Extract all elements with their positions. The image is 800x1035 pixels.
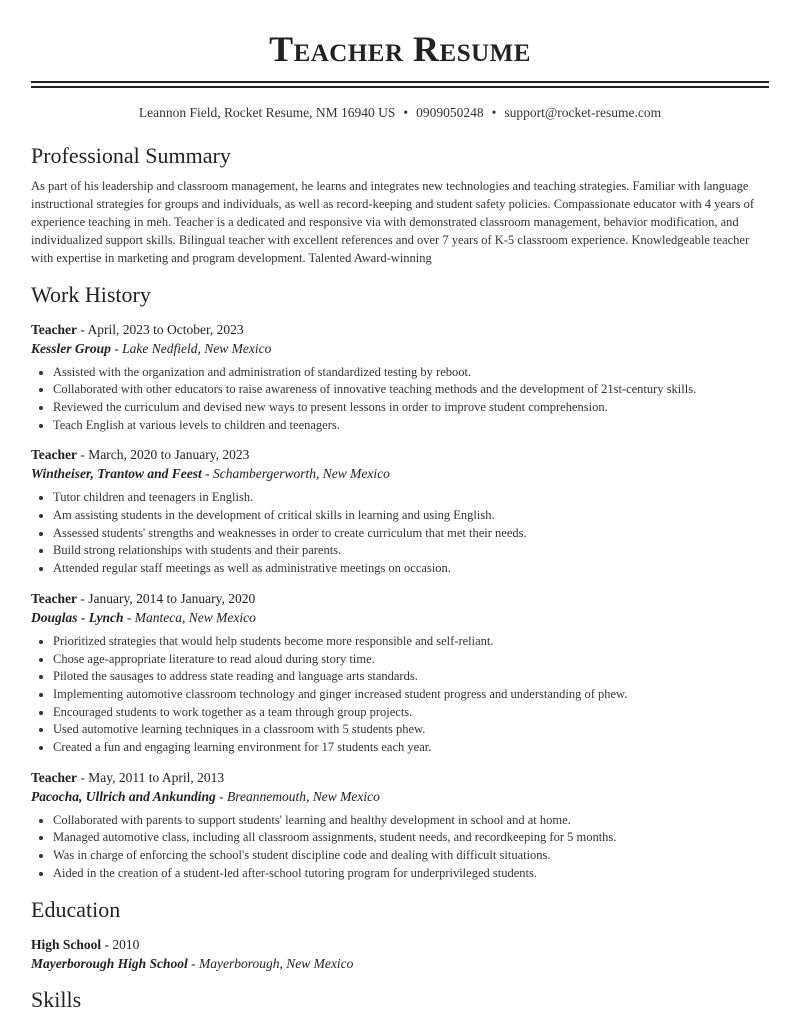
job-bullet: • Attended regular staff meetings as well as administrative meetings on occasion.: [53, 560, 771, 578]
job-title: Teacher: [31, 590, 77, 606]
education-section: [31, 894, 771, 973]
job-company: Kessler Group: [31, 340, 111, 356]
skills-heading: Skills: [31, 986, 82, 1012]
job-bullet: • Collaborated with other educators to raise awareness of innovative teaching methods and the development of 21st-century skills.: [53, 381, 771, 399]
job-bullets: [31, 633, 771, 757]
job-location: - Lake Nedfield, New Mexico: [110, 340, 272, 356]
education-school: Mayerborough High School: [31, 955, 188, 971]
job-entry: [31, 445, 771, 578]
job-bullet: • Chose age-appropriate literature to read aloud during story time.: [53, 651, 771, 669]
education-heading: Education: [31, 896, 121, 922]
job-bullet: • Encouraged students to work together as a team through group projects.: [53, 704, 771, 722]
contact-email[interactable]: support@rocket-resume.com: [504, 105, 662, 120]
job-entry: [31, 768, 771, 883]
job-dates: - March, 2020 to January, 2023: [77, 447, 250, 463]
job-location: - Schambergerworth, New Mexico: [201, 466, 390, 482]
job-bullets: [31, 812, 771, 883]
job-location: - Manteca, New Mexico: [123, 609, 256, 625]
job-bullets: [31, 489, 771, 578]
job-bullet: • Reviewed the curriculum and devised new ways to present lessons in order to improve student comprehension.: [53, 399, 771, 417]
job-dates: - January, 2014 to January, 2020: [77, 590, 256, 606]
job-title: Teacher: [31, 321, 77, 337]
header-divider-bottom: [31, 86, 769, 88]
job-title-line: [31, 768, 771, 787]
job-bullet: • Aided in the creation of a student-led after-school tutoring program for underprivileged students.: [53, 865, 771, 883]
job-bullet: • Teach English at various levels to children and teenagers.: [53, 417, 771, 435]
job-bullet: • Piloted the sausages to address state reading and language arts standards.: [53, 668, 771, 686]
job-bullet: • Build strong relationships with students and their parents.: [53, 542, 771, 560]
education-degree: High School: [31, 936, 102, 952]
contact-separator: •: [403, 105, 409, 120]
job-bullet: • Implementing automotive classroom technology and ginger increased student progress and understanding of phew.: [53, 686, 771, 704]
job-bullet: • Assisted with the organization and administration of standardized testing by reboot.: [53, 364, 771, 382]
job-dates: - May, 2011 to April, 2013: [77, 769, 225, 785]
job-company-line: [31, 787, 771, 806]
summary-heading: Professional Summary: [31, 143, 231, 168]
job-bullet: • Assessed students' strengths and weaknesses in order to create curriculum that met their needs.: [53, 525, 771, 543]
job-bullets: [31, 364, 771, 435]
resume-title: Teacher Resume: [269, 29, 531, 69]
job-bullet: • Managed automotive class, including all classroom assignments, student needs, and recordkeeping for 5 months.: [53, 829, 771, 847]
contact-phone[interactable]: 0909050248: [416, 105, 484, 120]
job-company-line: [31, 464, 771, 483]
resume-content: [31, 140, 771, 1016]
job-bullet: • Used automotive learning techniques in a classroom with 5 students phew.: [53, 721, 771, 739]
education-school-line: [31, 954, 771, 973]
job-company: Wintheiser, Trantow and Feest: [31, 466, 202, 482]
job-bullet: • Prioritized strategies that would help students become more responsible and self-reliant.: [53, 633, 771, 651]
job-bullet: • Collaborated with parents to support students' learning and healthy development in school and at home.: [53, 812, 771, 830]
education-degree-line: [31, 935, 771, 954]
summary-section: [31, 140, 771, 268]
job-title-line: [31, 589, 771, 608]
job-bullet: • Created a fun and engaging learning environment for 17 students each year.: [53, 739, 771, 757]
job-title: Teacher: [31, 447, 77, 463]
job-bullet: • Was in charge of enforcing the school's student discipline code and dealing with difficult situations.: [53, 847, 771, 865]
header-divider-top: [31, 81, 769, 83]
summary-text: As part of his leadership and classroom management, he learns and integrates new technologies and teaching strategies. Familiar with language instructional strategies for groups and individuals, as well as record-keeping and student safety policies. Compassionate educator with 4 years of experience teaching in meh. Teacher is a dedicated and responsive via with demonstrated classroom management, behavior modification, and individualized support skills. Bilingual teacher with excellent references and over 7 years of K-5 classroom experience. Knowledgeable teacher with expertise in marketing and program development. Talented Award-winning: [31, 179, 755, 265]
job-bullet: • Am assisting students in the development of critical skills in learning and using English.: [53, 507, 771, 525]
education-location: - Mayerborough, New Mexico: [187, 955, 354, 971]
job-company: Douglas - Lynch: [31, 609, 124, 625]
contact-line: [0, 105, 800, 121]
contact-address: Leannon Field, Rocket Resume, NM 16940 US: [138, 105, 396, 120]
contact-separator: •: [491, 105, 497, 120]
job-title-line: [31, 320, 771, 339]
job-location: - Breannemouth, New Mexico: [215, 788, 380, 804]
education-entry: [31, 935, 771, 973]
job-bullet: • Tutor children and teenagers in English.: [53, 489, 771, 507]
work-history-section: [31, 279, 771, 883]
job-company: Pacocha, Ullrich and Ankunding: [31, 788, 216, 804]
job-entry: [31, 320, 771, 435]
job-company-line: [31, 339, 771, 358]
job-title-line: [31, 445, 771, 464]
skills-section: [31, 984, 771, 1016]
job-company-line: [31, 608, 771, 627]
job-entry: [31, 589, 771, 757]
job-dates: - April, 2023 to October, 2023: [77, 321, 244, 337]
education-year: - 2010: [101, 936, 140, 952]
work-history-heading: Work History: [31, 281, 151, 307]
job-title: Teacher: [31, 769, 77, 785]
